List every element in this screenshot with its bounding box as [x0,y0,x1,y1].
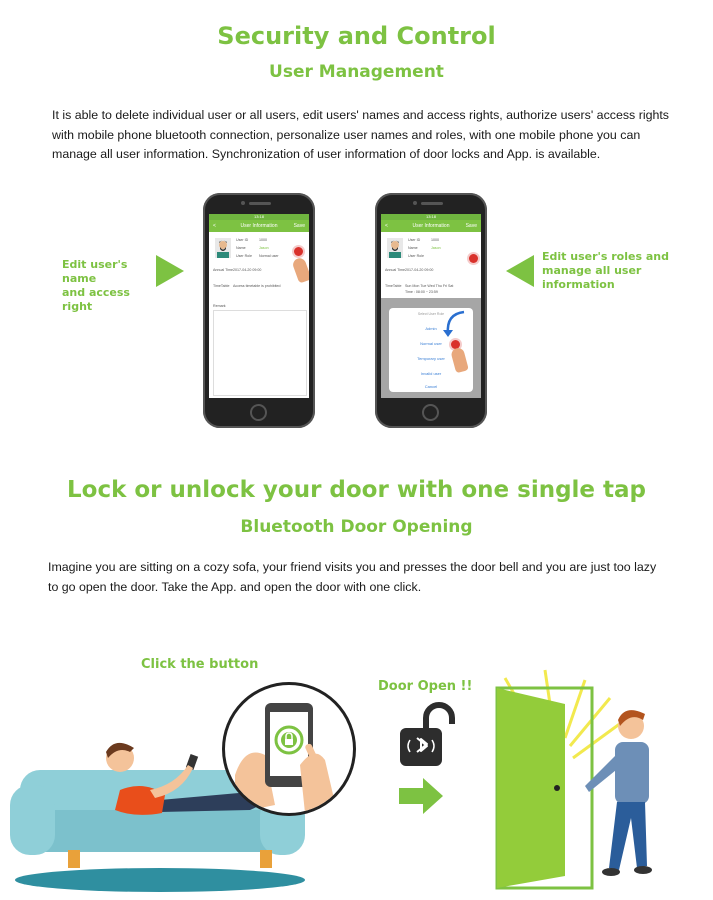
timetable-time: Time : 08:00 ~ 23:59 [405,290,438,294]
timetable-value: Sun Mon Tue Wed Thu Fri Sat [405,284,454,288]
door-knob [554,785,560,791]
back-button[interactable]: < [213,223,216,229]
sheet-title: Select User Role [417,312,445,316]
annual-value: 2017-04-20 09:00 [405,268,434,272]
pointing-hand [291,257,309,284]
name-label: Name [236,246,246,250]
annual-label: Annual Time [213,268,233,272]
tap-indicator [294,247,303,256]
remark-field[interactable] [213,310,307,396]
home-button[interactable] [422,404,439,421]
phone-right [375,193,487,428]
annual-value: 2017-04-20 09:00 [233,268,262,272]
click-label: Click the button [141,657,259,672]
speaker [249,202,271,205]
callout-line: Edit user's name [62,258,128,285]
door-illustration [485,668,705,890]
sofa-seat [28,810,288,852]
section2-title: Lock or unlock your door with one single tap [66,477,647,503]
timetable-label: TimeTable [385,284,402,288]
role-option-temporary[interactable]: Temporary user [417,356,445,361]
door-open-label: Door Open !! [378,679,473,694]
camera [241,201,245,205]
section1-title: Security and Control [217,22,496,50]
remark-label: Remark [213,304,226,308]
user-id-label: User ID [408,238,421,242]
sofa-leg [68,850,80,868]
name-value[interactable]: Jason [259,246,269,250]
timetable-value: Access timetable is prohibited [233,284,281,288]
zoom-circle [222,682,356,816]
phone-left [203,193,315,428]
user-id-label: User ID [236,238,249,242]
back-button[interactable]: < [385,223,388,229]
tap-indicator [469,254,478,263]
timetable-label: TimeTable [213,284,230,288]
name-label: Name [408,246,418,250]
role-option-admin[interactable]: Admin [425,326,437,331]
section1-subtitle: User Management [269,62,444,82]
callout-line: Edit user's roles and [542,250,669,263]
app-header [209,220,309,232]
user-id-value: 1000 [259,238,267,242]
status-bar: 13:18 [381,214,481,220]
paragraph-line: with mobile phone bluetooth connection, personalize user names and roles, with one mobile phone you can [52,127,641,142]
section2-paragraph [48,558,678,597]
home-button[interactable] [250,404,267,421]
paragraph-line: It is able to delete individual user or all users, edit users' names and access rights, authorize users' access rights [52,108,669,122]
person-shoe [634,866,652,874]
role-option-invalid[interactable]: Invalid user [420,371,442,376]
left-callout [62,258,162,314]
user-id-value: 1000 [431,238,439,242]
person-shoe [602,868,620,876]
save-button[interactable]: Save [293,223,305,229]
right-callout [542,250,672,292]
arrow-right-icon [399,778,443,814]
callout-line: and access right [62,286,130,313]
user-avatar-icon [387,238,403,258]
sofa-arm [10,785,55,855]
name-value[interactable]: Jason [431,246,441,250]
role-option-normal[interactable]: Normal user [420,341,442,346]
section2-subtitle: Bluetooth Door Opening [240,517,473,537]
cancel-button[interactable]: Cancel [424,384,438,389]
paragraph-line: to go open the door. Take the App. and open the door with one click. [48,579,422,594]
open-padlock-icon [396,702,460,768]
phone-screen [209,214,309,398]
role-value[interactable]: Normal user [259,254,279,258]
floor-shadow [15,868,305,892]
role-label: User Role [236,254,252,258]
camera [413,201,417,205]
person-shirt [615,742,649,804]
sofa-leg [260,850,272,868]
callout-line: information [542,278,615,291]
person-legs [609,802,647,870]
arrow-right-icon [156,255,184,287]
curved-arrow-icon [436,310,466,338]
avatar [215,238,231,258]
status-bar: 13:18 [209,214,309,220]
annual-label: Annual Time [385,268,405,272]
section1-paragraph [52,106,672,165]
callout-line: manage all user [542,264,642,277]
paragraph-line: Imagine you are sitting on a cozy sofa, your friend visits you and presses the door bell and you are just too lazy [48,560,657,574]
app-header [381,220,481,232]
header-title: User Information [412,223,450,229]
phone-screen [381,214,481,398]
save-button[interactable]: Save [465,223,477,229]
header-title: User Information [240,223,278,229]
arrow-left-icon [506,255,534,287]
user-avatar-icon [215,238,231,258]
hand-holding-phone [225,685,353,813]
paragraph-line: manage all user information. Synchronization of user information of door locks and App. is available. [52,147,601,161]
role-label: User Role [408,254,424,258]
speaker [421,202,443,205]
avatar [387,238,403,258]
